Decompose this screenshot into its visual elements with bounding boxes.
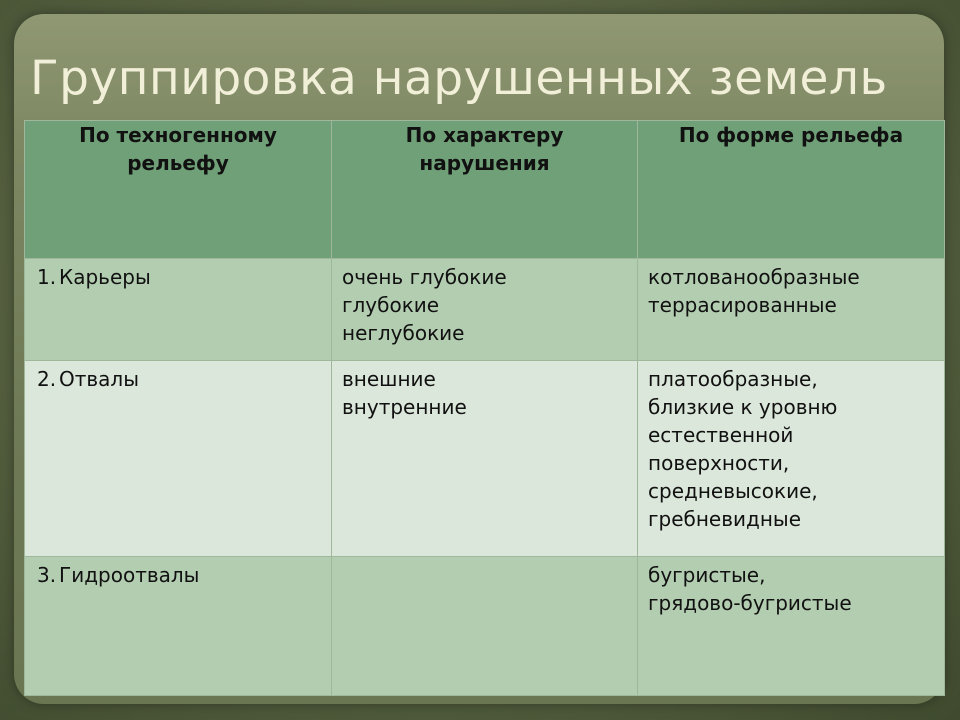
cell-character bbox=[332, 361, 638, 557]
header-technogenic-relief bbox=[25, 121, 332, 259]
relief-type: Гидроотвалы bbox=[59, 563, 200, 587]
form-item: поверхности, bbox=[648, 451, 790, 475]
cell-character-empty bbox=[332, 557, 638, 696]
character-item: внешние bbox=[342, 367, 436, 391]
form-item: средневысокие, bbox=[648, 479, 818, 503]
form-item: гребневидные bbox=[648, 507, 802, 531]
slide-title: Группировка нарушенных земель bbox=[30, 51, 888, 106]
row-number: 2. bbox=[37, 367, 57, 391]
relief-type: Карьеры bbox=[59, 265, 151, 289]
table-row bbox=[25, 361, 945, 557]
character-item: очень глубокие bbox=[342, 265, 507, 289]
cell-relief bbox=[25, 557, 332, 696]
table-header-row bbox=[25, 121, 945, 259]
character-item: неглубокие bbox=[342, 321, 465, 345]
header-line: По форме рельефа bbox=[678, 123, 904, 147]
form-item: бугристые, bbox=[648, 563, 766, 587]
form-item: котлованообразные bbox=[648, 265, 860, 289]
cell-form bbox=[638, 361, 945, 557]
form-item: террасированные bbox=[648, 293, 837, 317]
table-row bbox=[25, 259, 945, 361]
form-item: платообразные, bbox=[648, 367, 818, 391]
cell-form bbox=[638, 259, 945, 361]
form-item: близкие к уровню bbox=[648, 395, 838, 419]
header-relief-form bbox=[638, 121, 945, 259]
cell-character bbox=[332, 259, 638, 361]
form-item: грядово-бугристые bbox=[648, 591, 852, 615]
header-disturbance-character bbox=[332, 121, 638, 259]
header-line: По техногенному bbox=[79, 123, 277, 147]
row-number: 1. bbox=[37, 265, 57, 289]
cell-relief bbox=[25, 259, 332, 361]
header-line: По характеру bbox=[405, 123, 564, 147]
form-item: естественной bbox=[648, 423, 794, 447]
table-row bbox=[25, 557, 945, 696]
character-item: глубокие bbox=[342, 293, 440, 317]
cell-relief bbox=[25, 361, 332, 557]
row-number: 3. bbox=[37, 563, 57, 587]
cell-form bbox=[638, 557, 945, 696]
header-line: нарушения bbox=[419, 151, 550, 175]
header-line: рельефу bbox=[127, 151, 229, 175]
character-item: внутренние bbox=[342, 395, 467, 419]
relief-type: Отвалы bbox=[59, 367, 140, 391]
land-grouping-table bbox=[24, 120, 945, 696]
